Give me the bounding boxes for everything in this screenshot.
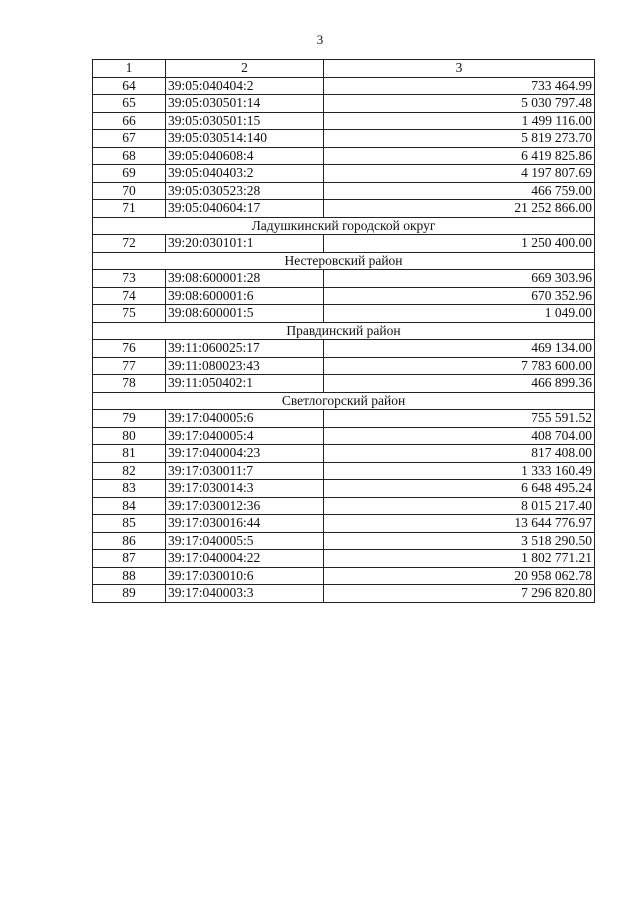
- cadastral-value-table: [92, 59, 595, 603]
- cadastral-value: 6 648 495.24: [324, 480, 595, 498]
- table-row: [93, 585, 595, 603]
- cadastral-value: 1 049.00: [324, 305, 595, 323]
- table-body: [93, 60, 595, 603]
- row-number: 75: [93, 305, 166, 323]
- table-row: [93, 550, 595, 568]
- table-row: [93, 480, 595, 498]
- section-header-row: [93, 392, 595, 410]
- cadastral-number: 39:05:040604:17: [166, 200, 324, 218]
- row-number: 70: [93, 182, 166, 200]
- table-row: [93, 95, 595, 113]
- table-row: [93, 445, 595, 463]
- cadastral-value: 21 252 866.00: [324, 200, 595, 218]
- table-row: [93, 235, 595, 253]
- cadastral-number: 39:11:050402:1: [166, 375, 324, 393]
- section-title: Ладушкинский городской округ: [93, 217, 595, 235]
- cadastral-value: 466 899.36: [324, 375, 595, 393]
- row-number: 78: [93, 375, 166, 393]
- cadastral-value: 7 296 820.80: [324, 585, 595, 603]
- row-number: 82: [93, 462, 166, 480]
- cadastral-value: 6 419 825.86: [324, 147, 595, 165]
- table-row: [93, 567, 595, 585]
- table-row: [93, 270, 595, 288]
- row-number: 64: [93, 77, 166, 95]
- section-title: Светлогорский район: [93, 392, 595, 410]
- table-row: [93, 357, 595, 375]
- row-number: 89: [93, 585, 166, 603]
- section-header-row: [93, 217, 595, 235]
- cadastral-value: 408 704.00: [324, 427, 595, 445]
- cadastral-number: 39:05:030501:15: [166, 112, 324, 130]
- cadastral-value: 13 644 776.97: [324, 515, 595, 533]
- cadastral-number: 39:17:040004:22: [166, 550, 324, 568]
- cadastral-number: 39:17:040003:3: [166, 585, 324, 603]
- table-row: [93, 340, 595, 358]
- cadastral-number: 39:17:030010:6: [166, 567, 324, 585]
- row-number: 80: [93, 427, 166, 445]
- column-header-2: 2: [166, 60, 324, 78]
- row-number: 69: [93, 165, 166, 183]
- cadastral-number: 39:17:040005:6: [166, 410, 324, 428]
- cadastral-number: 39:17:040005:5: [166, 532, 324, 550]
- cadastral-value: 1 802 771.21: [324, 550, 595, 568]
- cadastral-value: 3 518 290.50: [324, 532, 595, 550]
- cadastral-number: 39:17:040005:4: [166, 427, 324, 445]
- row-number: 76: [93, 340, 166, 358]
- table-row: [93, 532, 595, 550]
- table-row: [93, 77, 595, 95]
- table-header-row: [93, 60, 595, 78]
- table-row: [93, 147, 595, 165]
- table-row: [93, 462, 595, 480]
- row-number: 68: [93, 147, 166, 165]
- cadastral-number: 39:17:030014:3: [166, 480, 324, 498]
- column-header-1: 1: [93, 60, 166, 78]
- table-row: [93, 427, 595, 445]
- row-number: 84: [93, 497, 166, 515]
- table-row: [93, 165, 595, 183]
- cadastral-number: 39:17:030012:36: [166, 497, 324, 515]
- cadastral-value: 669 303.96: [324, 270, 595, 288]
- row-number: 85: [93, 515, 166, 533]
- cadastral-value: 1 499 116.00: [324, 112, 595, 130]
- cadastral-number: 39:05:030501:14: [166, 95, 324, 113]
- cadastral-number: 39:11:060025:17: [166, 340, 324, 358]
- page-number: 3: [316, 32, 324, 47]
- cadastral-number: 39:17:040004:23: [166, 445, 324, 463]
- row-number: 88: [93, 567, 166, 585]
- row-number: 81: [93, 445, 166, 463]
- table-row: [93, 182, 595, 200]
- cadastral-value: 733 464.99: [324, 77, 595, 95]
- row-number: 73: [93, 270, 166, 288]
- table-row: [93, 497, 595, 515]
- section-header-row: [93, 252, 595, 270]
- row-number: 77: [93, 357, 166, 375]
- row-number: 71: [93, 200, 166, 218]
- cadastral-number: 39:05:040404:2: [166, 77, 324, 95]
- row-number: 67: [93, 130, 166, 148]
- cadastral-number: 39:08:600001:5: [166, 305, 324, 323]
- row-number: 86: [93, 532, 166, 550]
- cadastral-number: 39:11:080023:43: [166, 357, 324, 375]
- cadastral-number: 39:08:600001:28: [166, 270, 324, 288]
- row-number: 65: [93, 95, 166, 113]
- row-number: 79: [93, 410, 166, 428]
- cadastral-number: 39:05:040608:4: [166, 147, 324, 165]
- cadastral-value: 466 759.00: [324, 182, 595, 200]
- cadastral-value: 7 783 600.00: [324, 357, 595, 375]
- cadastral-value: 5 819 273.70: [324, 130, 595, 148]
- cadastral-value: 670 352.96: [324, 287, 595, 305]
- cadastral-value: 469 134.00: [324, 340, 595, 358]
- cadastral-value: 755 591.52: [324, 410, 595, 428]
- table-row: [93, 112, 595, 130]
- cadastral-number: 39:17:030011:7: [166, 462, 324, 480]
- row-number: 83: [93, 480, 166, 498]
- section-title: Правдинский район: [93, 322, 595, 340]
- section-header-row: [93, 322, 595, 340]
- cadastral-number: 39:17:030016:44: [166, 515, 324, 533]
- cadastral-number: 39:08:600001:6: [166, 287, 324, 305]
- row-number: 87: [93, 550, 166, 568]
- cadastral-value: 4 197 807.69: [324, 165, 595, 183]
- section-title: Нестеровский район: [93, 252, 595, 270]
- table-row: [93, 130, 595, 148]
- table-row: [93, 410, 595, 428]
- table-row: [93, 515, 595, 533]
- cadastral-number: 39:20:030101:1: [166, 235, 324, 253]
- cadastral-value: 20 958 062.78: [324, 567, 595, 585]
- cadastral-value: 5 030 797.48: [324, 95, 595, 113]
- cadastral-value: 1 250 400.00: [324, 235, 595, 253]
- table-row: [93, 200, 595, 218]
- row-number: 66: [93, 112, 166, 130]
- cadastral-value: 1 333 160.49: [324, 462, 595, 480]
- cadastral-number: 39:05:030523:28: [166, 182, 324, 200]
- column-header-3: 3: [324, 60, 595, 78]
- cadastral-number: 39:05:040403:2: [166, 165, 324, 183]
- row-number: 72: [93, 235, 166, 253]
- cadastral-number: 39:05:030514:140: [166, 130, 324, 148]
- table-row: [93, 287, 595, 305]
- row-number: 74: [93, 287, 166, 305]
- table-row: [93, 375, 595, 393]
- table-row: [93, 305, 595, 323]
- cadastral-value: 8 015 217.40: [324, 497, 595, 515]
- cadastral-value: 817 408.00: [324, 445, 595, 463]
